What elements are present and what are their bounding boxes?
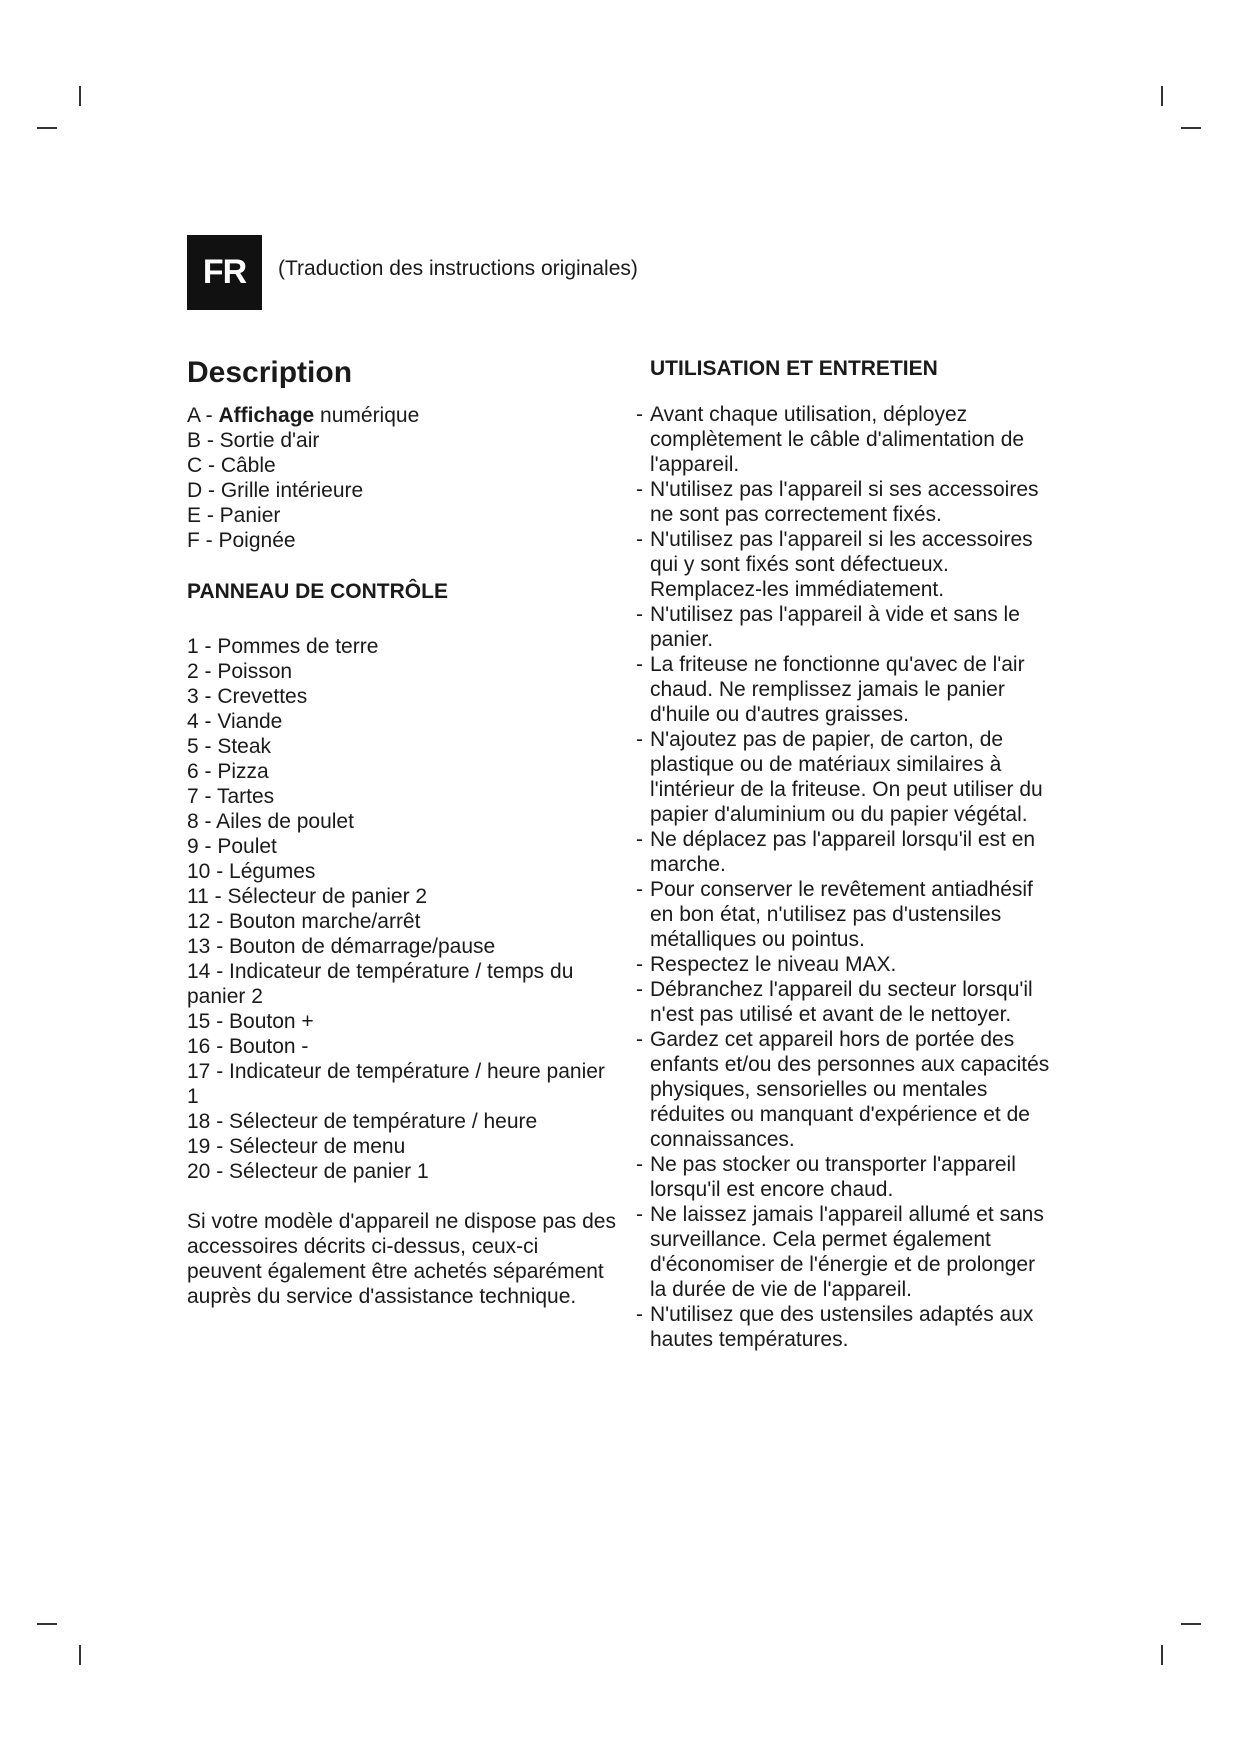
list-item bbox=[636, 402, 1056, 477]
right-column bbox=[636, 355, 1070, 1352]
list-item bbox=[636, 1202, 1056, 1302]
dash-bullet: - bbox=[636, 1303, 643, 1326]
list-item: 13 - Bouton de démarrage/pause bbox=[187, 935, 496, 958]
crop-mark bbox=[37, 127, 57, 129]
crop-mark bbox=[79, 1645, 81, 1665]
dash-bullet: - bbox=[636, 528, 643, 551]
list-item: 9 - Poulet bbox=[187, 835, 277, 858]
list-item: 8 - Ailes de poulet bbox=[187, 810, 354, 833]
list-item: 20 - Sélecteur de panier 1 bbox=[187, 1160, 429, 1183]
usage-list bbox=[636, 402, 1070, 1352]
list-item: 5 - Steak bbox=[187, 735, 272, 758]
accessories-note: Si votre modèle d'appareil ne dispose pas des accessoires décrits ci-dessus, ceux-ci peuvent également être achetés séparément auprès du service d'assistance technique. bbox=[187, 1210, 616, 1308]
list-item-text: Ne laissez jamais l'appareil allumé et sans surveillance. Cela permet également d'économiser de l'énergie et de prolonger la durée de vie de l'appareil. bbox=[650, 1203, 1044, 1301]
list-item: F - Poignée bbox=[187, 529, 296, 552]
list-item bbox=[636, 652, 1056, 727]
list-item-text: Gardez cet appareil hors de portée des enfants et/ou des personnes aux capacités physiques, sensorielles ou mentales réduites ou manquant d'expérience et de connaissances. bbox=[650, 1028, 1050, 1151]
list-item: 12 - Bouton marche/arrêt bbox=[187, 910, 421, 933]
list-item bbox=[636, 877, 1056, 952]
list-item-text: Avant chaque utilisation, déployez complètement le câble d'alimentation de l'appareil. bbox=[650, 403, 1025, 476]
list-item: D - Grille intérieure bbox=[187, 479, 364, 502]
dash-bullet: - bbox=[636, 478, 643, 501]
list-item-text: N'utilisez pas l'appareil si ses accessoires ne sont pas correctement fixés. bbox=[650, 478, 1039, 526]
list-item bbox=[636, 602, 1056, 652]
document-subtitle: (Traduction des instructions originales) bbox=[278, 257, 638, 280]
list-item bbox=[636, 1027, 1056, 1152]
list-item: 18 - Sélecteur de température / heure bbox=[187, 1110, 538, 1133]
list-item bbox=[636, 827, 1056, 877]
language-badge: FR bbox=[187, 235, 262, 310]
crop-mark bbox=[1161, 1645, 1163, 1665]
list-item: A - Affichage numérique bbox=[187, 404, 420, 427]
list-item: 10 - Légumes bbox=[187, 860, 316, 883]
list-item-text: Pour conserver le revêtement antiadhésif en bon état, n'utilisez pas d'ustensiles métalliques ou pointus. bbox=[650, 878, 1033, 951]
list-item-text: N'ajoutez pas de papier, de carton, de plastique ou de matériaux similaires à l'intérieur de la friteuse. On peut utiliser du papier d'aluminium ou du papier végétal. bbox=[650, 728, 1043, 826]
list-item bbox=[636, 977, 1056, 1027]
dash-bullet: - bbox=[636, 728, 643, 751]
list-item-text: N'utilisez pas l'appareil si les accessoires qui y sont fixés sont défectueux. Remplacez-les immédiatement. bbox=[650, 528, 1033, 601]
left-column bbox=[187, 355, 617, 1309]
usage-title: UTILISATION ET ENTRETIEN bbox=[650, 357, 938, 380]
dash-bullet: - bbox=[636, 828, 643, 851]
list-item: C - Câble bbox=[187, 454, 276, 477]
list-item-text: La friteuse ne fonctionne qu'avec de l'air chaud. Ne remplissez jamais le panier d'huile ou d'autres graisses. bbox=[650, 653, 1025, 726]
list-item: 4 - Viande bbox=[187, 710, 283, 733]
list-item-text: N'utilisez que des ustensiles adaptés aux hautes températures. bbox=[650, 1303, 1034, 1351]
crop-mark bbox=[37, 1623, 57, 1625]
list-item: 15 - Bouton + bbox=[187, 1010, 314, 1033]
list-item: 17 - Indicateur de température / heure panier 1 bbox=[187, 1060, 605, 1108]
list-item bbox=[636, 952, 1056, 977]
dash-bullet: - bbox=[636, 1028, 643, 1051]
list-item: E - Panier bbox=[187, 504, 281, 527]
list-item bbox=[636, 727, 1056, 827]
parts-list bbox=[187, 403, 617, 553]
list-item-text: Ne déplacez pas l'appareil lorsqu'il est en marche. bbox=[650, 828, 1036, 876]
list-item bbox=[636, 477, 1056, 527]
list-item: 2 - Poisson bbox=[187, 660, 293, 683]
list-item bbox=[636, 1302, 1056, 1352]
dash-bullet: - bbox=[636, 1153, 643, 1176]
crop-mark bbox=[1181, 1623, 1201, 1625]
dash-bullet: - bbox=[636, 953, 643, 976]
list-item: 19 - Sélecteur de menu bbox=[187, 1135, 406, 1158]
dash-bullet: - bbox=[636, 403, 643, 426]
dash-bullet: - bbox=[636, 878, 643, 901]
control-panel-list bbox=[187, 634, 617, 1184]
list-item-text: Respectez le niveau MAX. bbox=[650, 953, 897, 976]
list-item: 11 - Sélecteur de panier 2 bbox=[187, 885, 428, 908]
list-item-text: Ne pas stocker ou transporter l'appareil lorsqu'il est encore chaud. bbox=[650, 1153, 1016, 1201]
list-item: 7 - Tartes bbox=[187, 785, 275, 808]
list-item: 6 - Pizza bbox=[187, 760, 269, 783]
list-item bbox=[636, 527, 1056, 602]
list-item: 3 - Crevettes bbox=[187, 685, 308, 708]
dash-bullet: - bbox=[636, 978, 643, 1001]
list-item: 1 - Pommes de terre bbox=[187, 635, 379, 658]
crop-mark bbox=[1181, 127, 1201, 129]
dash-bullet: - bbox=[636, 1203, 643, 1226]
dash-bullet: - bbox=[636, 603, 643, 626]
crop-mark bbox=[1161, 86, 1163, 106]
dash-bullet: - bbox=[636, 653, 643, 676]
list-item: B - Sortie d'air bbox=[187, 429, 320, 452]
list-item-text: N'utilisez pas l'appareil à vide et sans le panier. bbox=[650, 603, 1020, 651]
control-panel-title: PANNEAU DE CONTRÔLE bbox=[187, 580, 448, 603]
list-item: 14 - Indicateur de température / temps du panier 2 bbox=[187, 960, 574, 1008]
description-title: Description bbox=[187, 356, 353, 389]
list-item bbox=[636, 1152, 1056, 1202]
list-item: 16 - Bouton - bbox=[187, 1035, 309, 1058]
crop-mark bbox=[79, 86, 81, 106]
list-item-text: Débranchez l'appareil du secteur lorsqu'il n'est pas utilisé et avant de le nettoyer. bbox=[650, 978, 1033, 1026]
